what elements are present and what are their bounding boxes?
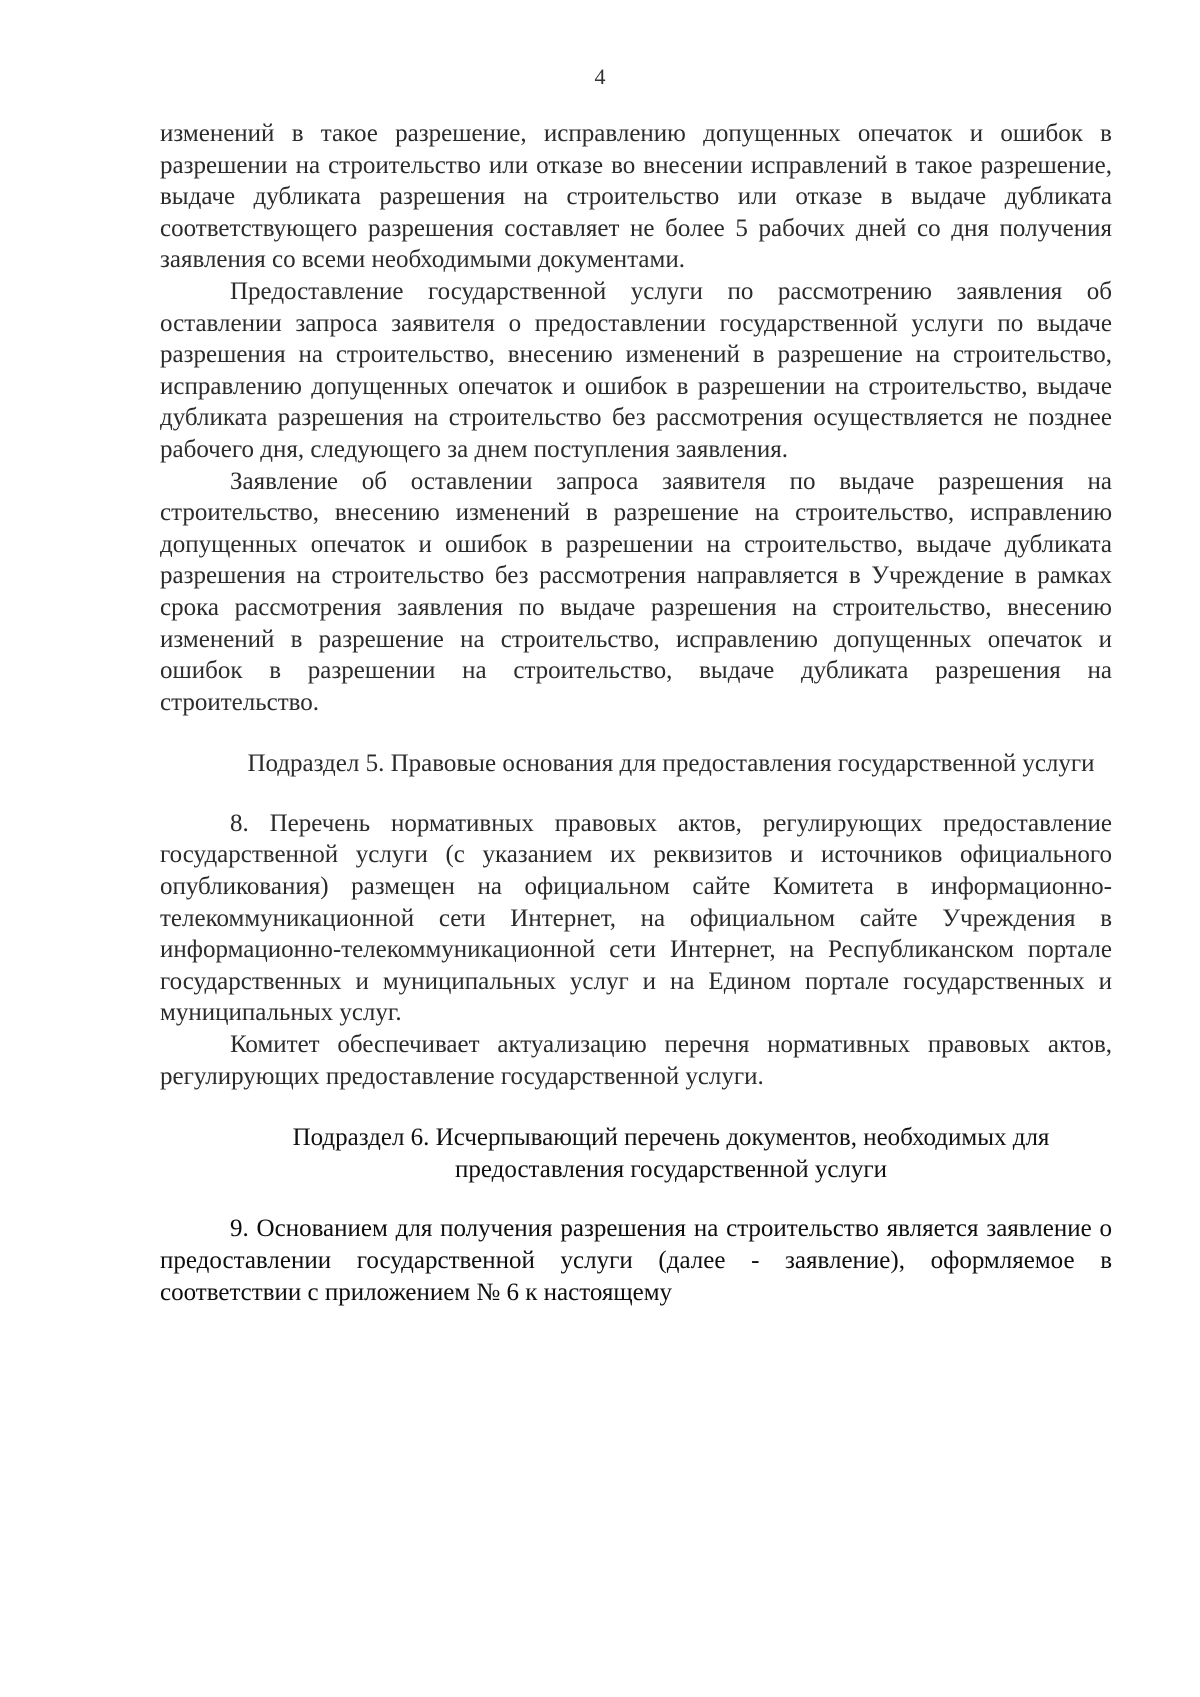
- paragraph-request-withdrawal-term: Предоставление государственной услуги по рассмотрению заявления об оставлении запроса заявителя о предоставлении государственной услуги по выдаче разрешения на строительство, внесению изменений в разрешение на строительство, исправлению допущенных опечаток и ошибок в разрешении на строительство, выдаче дубликата разрешения на строительство без рассмотрения осуществляется не позднее рабочего дня, следующего за днем поступления заявления.: [160, 277, 1112, 463]
- paragraph-item-8: 8. Перечень нормативных правовых актов, регулирующих предоставление государственной услуги (с указанием их реквизитов и источников официального опубликования) размещен на официальном сайте Комитета в информационно-телекоммуникационной сети Интернет, на официальном сайте Учреждения в информационно-телекоммуникационной сети Интернет, на Республиканском портале государственных и муниципальных услуг и на Едином портале государственных и муниципальных услуг.: [160, 809, 1112, 1027]
- document-body: [160, 118, 1112, 1308]
- paragraph-withdrawal-application: Заявление об оставлении запроса заявителя по выдаче разрешения на строительство, внесению изменений в разрешение на строительство, исправлению допущенных опечаток и ошибок в разрешении на строительство, выдаче дубликата разрешения на строительство без рассмотрения направляется в Учреждение в рамках срока рассмотрения заявления по выдаче разрешения на строительство, внесению изменений в разрешение на строительство, исправлению допущенных опечаток и ошибок в разрешении на строительство, выдаче дубликата разрешения на строительство.: [160, 467, 1112, 716]
- paragraph-continuation: изменений в такое разрешение, исправлению допущенных опечаток и ошибок в разрешении на строительство или отказе во внесении исправлений в такое разрешение, выдаче дубликата разрешения на строительство или отказе в выдаче дубликата соответствующего разрешения составляет не более 5 рабочих дней со дня получения заявления со всеми необходимыми документами.: [160, 120, 1112, 274]
- paragraph-committee-update: Комитет обеспечивает актуализацию перечня нормативных правовых актов, регулирующих предоставление государственной услуги.: [160, 1031, 1112, 1090]
- section-5-heading: Подраздел 5. Правовые основания для предоставления государственной услуги: [247, 750, 1095, 778]
- paragraph-item-9: 9. Основанием для получения разрешения на строительство является заявление о предоставлении государственной услуги (далее - заявление), оформляемое в соответствии с приложением № 6 к настоящему: [160, 1215, 1112, 1306]
- section-6-heading: Подраздел 6. Исчерпывающий перечень документов, необходимых для предоставления государственной услуги: [292, 1124, 1050, 1183]
- page-number: 4: [594, 64, 606, 89]
